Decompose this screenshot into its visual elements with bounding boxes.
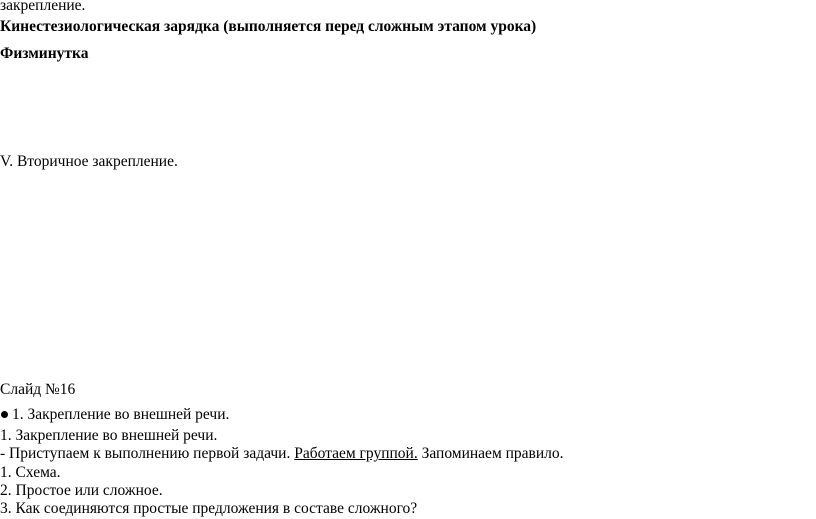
slide-label: Слайд №16 (0, 381, 76, 398)
text-line-1: 1. Закрепление во внешней речи. (0, 427, 218, 444)
text-line-top: закрепление. (0, 0, 86, 14)
task-line-prefix: - Приступаем к выполнению первой задачи. (0, 445, 295, 462)
text-line-3: 3. Как соединяются простые предложения в составе сложного? (0, 500, 418, 517)
section-heading-v: V. Вторичное закрепление. (0, 153, 178, 170)
bullet-icon (1, 411, 8, 418)
bullet-list-item (0, 405, 229, 425)
text-line-2: 2. Простое или сложное. (0, 482, 163, 499)
text-line-schema: 1. Схема. (0, 464, 61, 481)
bullet-item-text: 1. Закрепление во внешней речи. (12, 406, 230, 423)
task-line (0, 444, 564, 464)
task-line-underlined: Работаем группой. (294, 445, 418, 462)
heading-fizminutka: Физминутка (0, 45, 89, 62)
task-line-suffix: Запоминаем правило. (417, 445, 564, 462)
heading-kinesiology: Кинестезиологическая зарядка (выполняется перед сложным этапом урока) (0, 18, 537, 35)
